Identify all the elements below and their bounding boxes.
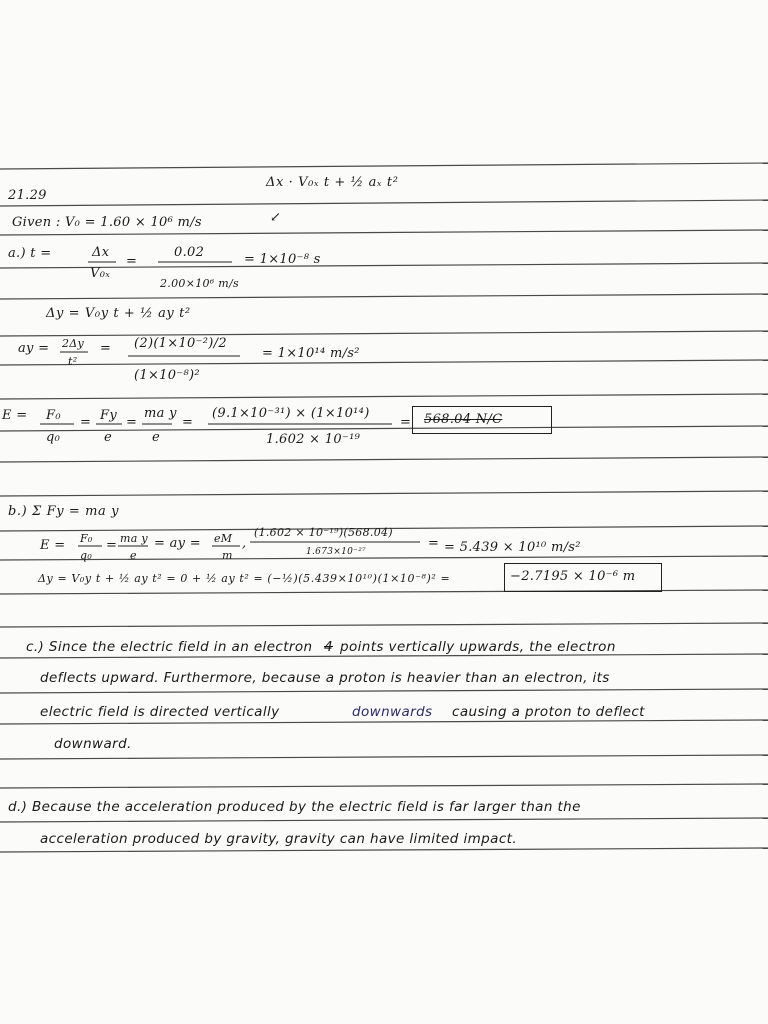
part-b-boxed-result: −2.7195 × 10⁻⁶ m xyxy=(510,569,636,584)
given-values: Given : V₀ = 1.60 × 10⁶ m/s xyxy=(12,215,202,230)
part-b-em-den: m xyxy=(222,549,233,562)
part-b-dy-line: Δy = V₀y t + ½ ay t² = 0 + ½ ay t² = (−½)(5.439×10¹⁰)(1×10⁻⁸)² = xyxy=(38,572,451,585)
part-a-e-may-num: ma y xyxy=(144,406,177,421)
part-a-e-fy-den: e xyxy=(104,430,112,445)
part-c-line1-a: c.) Since the electric field in an electron xyxy=(26,639,313,655)
part-b-label: b.) Σ Fy = ma y xyxy=(8,504,120,519)
part-b-big-num: (1.602 × 10⁻¹⁹)(568.04) xyxy=(254,526,393,539)
part-c-line2: deflects upward. Furthermore, because a proton is heavier than an electron, its xyxy=(40,670,610,686)
part-c-line1-b: points vertically upwards, the electron xyxy=(340,639,616,655)
part-a-e-eq-final: = xyxy=(400,415,412,430)
part-b-eq-2: , xyxy=(242,536,247,551)
part-c-line3-a: electric field is directed vertically xyxy=(40,704,280,720)
part-b-f0-num: F₀ xyxy=(80,532,93,545)
part-d-line1: d.) Because the acceleration produced by the electric field is far larger than the xyxy=(8,799,581,815)
part-c-crossed-word: 4 xyxy=(324,639,333,655)
part-a-eq1: = xyxy=(126,254,138,269)
part-a-ay-result: = 1×10¹⁴ m/s² xyxy=(262,346,360,361)
part-a-e-eq-2: = xyxy=(126,415,138,430)
part-a-frac1-den: V₀ₓ xyxy=(90,266,111,281)
part-a-frac1-num: Δx xyxy=(92,245,110,260)
part-b-e-start: E = xyxy=(40,538,66,553)
part-b-may-num: ma y xyxy=(120,532,148,545)
problem-number: 21.29 xyxy=(8,188,47,203)
part-a-e-f0-num: F₀ xyxy=(46,408,61,423)
part-a-e-num: (9.1×10⁻³¹) × (1×10¹⁴) xyxy=(212,406,370,421)
part-a-ay-den: (1×10⁻⁸)² xyxy=(134,368,200,383)
part-b-may-den: e xyxy=(130,549,137,562)
part-b-ay-result: = 5.439 × 10¹⁰ m/s² xyxy=(444,540,581,555)
part-a-frac2-den: 2.00×10⁶ m/s xyxy=(160,277,239,290)
part-a-e-eq-1: = xyxy=(80,415,92,430)
part-b-eq-1: = xyxy=(106,538,118,553)
part-a-e-label: E = xyxy=(2,408,28,423)
part-a-ay-eq: = xyxy=(100,341,112,356)
part-c-line3-b: downwards xyxy=(352,704,433,720)
part-a-ay-num: (2)(1×10⁻²)/2 xyxy=(134,336,227,351)
check-mark: ↙ xyxy=(270,210,282,225)
part-a-time-result: = 1×10⁻⁸ s xyxy=(244,252,321,267)
part-a-ay-frac-num: 2Δy xyxy=(62,337,85,350)
part-b-f0-den: q₀ xyxy=(80,549,93,562)
part-a-label: a.) t = xyxy=(8,246,52,261)
part-c-line4: downward. xyxy=(54,736,132,752)
part-a-e-eq-3: = xyxy=(182,415,194,430)
part-d-line2: acceleration produced by gravity, gravity can have limited impact. xyxy=(40,831,518,847)
part-b-eq-3: = xyxy=(428,536,440,551)
part-a-dy-equation: Δy = V₀y t + ½ ay t² xyxy=(46,306,191,321)
part-a-ay-label: ay = xyxy=(18,341,50,356)
part-b-big-den: 1.673×10⁻²⁷ xyxy=(306,547,367,557)
part-a-boxed-result: 568.04 N/C xyxy=(424,412,503,427)
part-a-ay-frac-den: t² xyxy=(68,355,78,368)
part-a-e-fy-num: Fy xyxy=(100,408,117,423)
part-a-e-f0-den: q₀ xyxy=(46,430,61,445)
part-a-e-den: 1.602 × 10⁻¹⁹ xyxy=(266,432,361,447)
part-b-em-num: eM xyxy=(214,532,233,545)
part-a-frac2-num: 0.02 xyxy=(174,245,205,260)
part-c-line3-c: causing a proton to deflect xyxy=(452,704,645,720)
part-b-ay-mid: = ay = xyxy=(154,536,201,551)
part-a-e-may-den: e xyxy=(152,430,160,445)
kinematics-equation: Δx · V₀ₓ t + ½ aₓ t² xyxy=(266,175,399,190)
